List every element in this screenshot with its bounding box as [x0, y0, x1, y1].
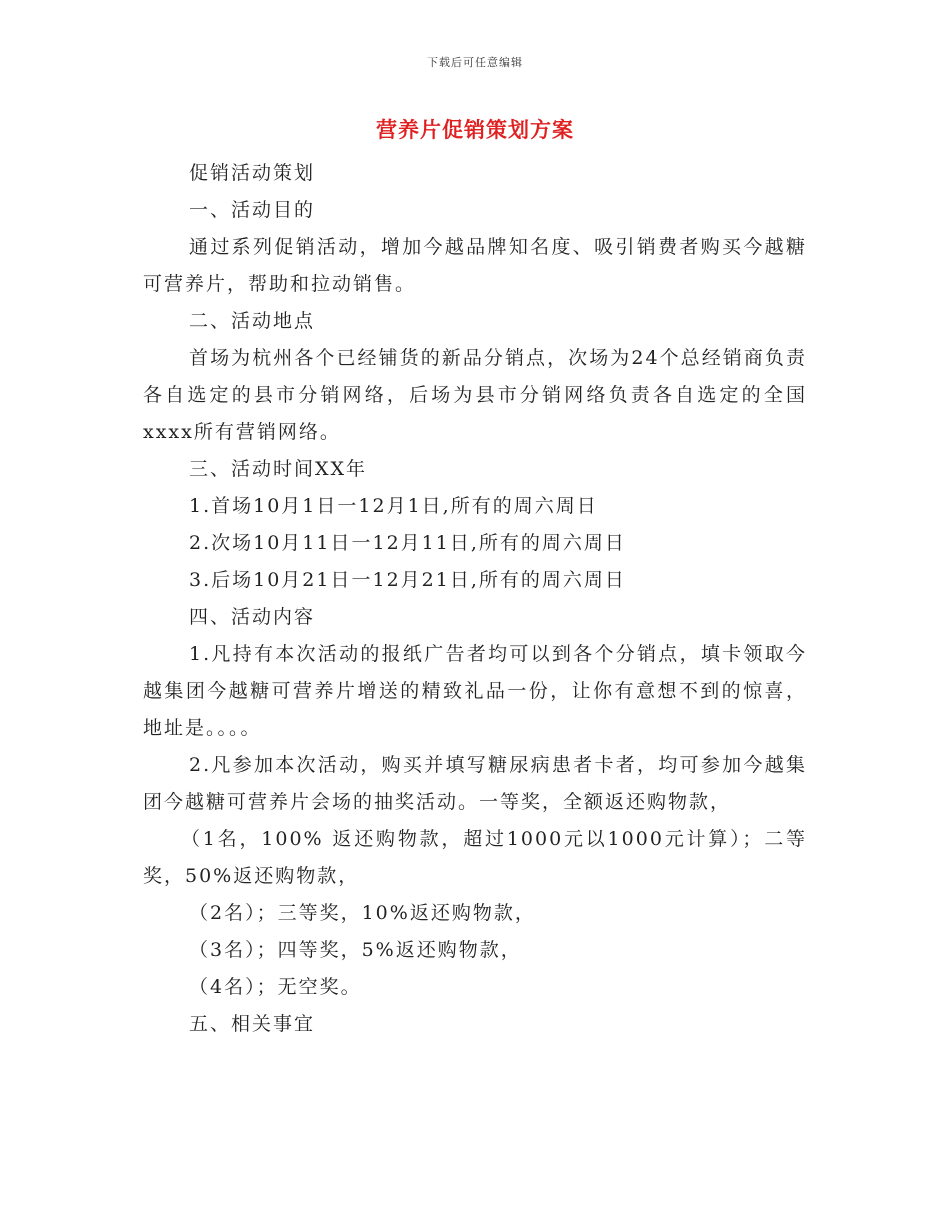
list-item-time-2: 2.次场10月11日一12月11日,所有的周六周日 [189, 532, 626, 554]
prize-third: （2名）；三等奖，10%返还购物款， [189, 902, 536, 924]
section-heading-content: 四、活动内容 [189, 606, 316, 628]
section-heading-purpose: 一、活动目的 [189, 199, 316, 221]
section-heading-time: 三、活动时间XX年 [189, 458, 368, 480]
document-title: 营养片促销策划方案 [376, 117, 574, 142]
prize-fourth: （3名）；四等奖，5%返还购物款， [189, 939, 522, 961]
paragraph-location: 首场为杭州各个已经铺货的新品分销点，次场为24个总经销商负责各自选定的县市分销网络，后场为县市分销网络负责各自选定的全国xxxx所有营销网络。 [143, 347, 807, 443]
list-item-time-3: 3.后场10月21日一12月21日,所有的周六周日 [189, 569, 626, 591]
section-heading-related: 五、相关事宜 [189, 1013, 316, 1035]
prize-first-second: （1名，100% 返还购物款，超过1000元以1000元计算）；二等奖，50%返还购物款， [143, 828, 807, 887]
list-item-content-1: 1.凡持有本次活动的报纸广告者均可以到各个分销点，填卡领取今越集团今越糖可营养片增送的精致礼品一份，让你有意想不到的惊喜，地址是。。。。 [143, 643, 807, 739]
prize-none: （4名）；无空奖。 [189, 976, 362, 998]
list-item-content-2: 2.凡参加本次活动，购买并填写糖尿病患者卡者，均可参加今越集团今越糖可营养片会场的抽奖活动。一等奖，全额返还购物款， [143, 754, 807, 813]
document-body [143, 155, 807, 1043]
paragraph-intro: 促销活动策划 [189, 162, 316, 184]
page-header-note: 下载后可任意编辑 [427, 56, 523, 69]
section-heading-location: 二、活动地点 [189, 310, 316, 332]
paragraph-purpose: 通过系列促销活动，增加今越品牌知名度、吸引销费者购买今越糖可营养片，帮助和拉动销售。 [143, 236, 807, 295]
list-item-time-1: 1.首场10月1日一12月1日,所有的周六周日 [189, 495, 598, 517]
